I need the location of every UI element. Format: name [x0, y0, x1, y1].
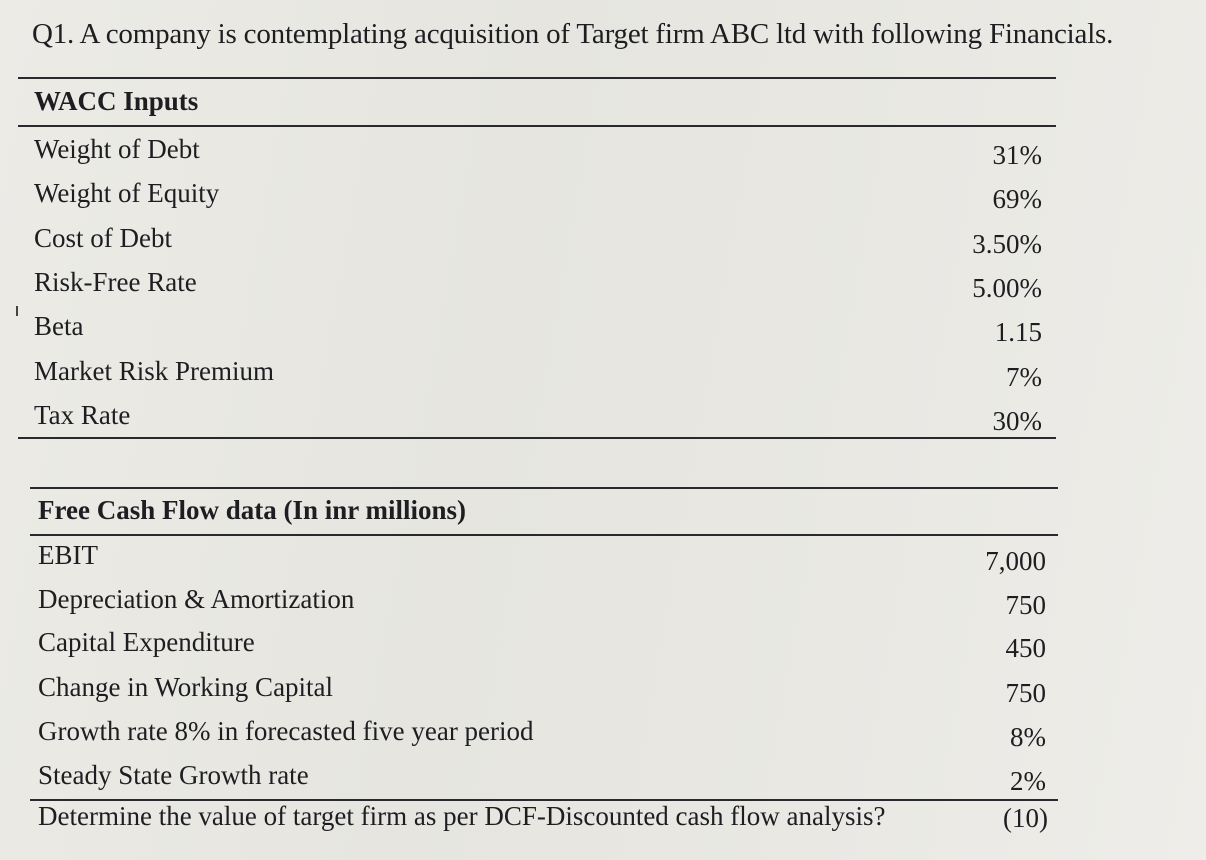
wacc-header-rule	[18, 125, 1056, 127]
wacc-row-weight-of-equity	[34, 178, 1042, 218]
row-value: 1.15	[994, 317, 1042, 347]
row-value: 7,000	[985, 546, 1046, 576]
wacc-row-weight-of-debt	[34, 134, 1042, 174]
row-label: Change in Working Capital	[38, 672, 334, 702]
row-value: 2%	[1010, 766, 1046, 796]
task-text: Determine the value of target firm as per DCF-Discounted cash flow analysis?	[38, 801, 886, 831]
row-value: 750	[1005, 590, 1046, 620]
wacc-row-risk-free-rate	[34, 267, 1042, 307]
fcf-row-ebit	[38, 540, 1046, 580]
row-label: Weight of Equity	[34, 178, 220, 208]
fcf-row-capex	[38, 627, 1046, 667]
row-label: Beta	[34, 311, 84, 341]
margin-tick-mark	[16, 306, 18, 316]
fcf-title: Free Cash Flow data (In inr millions)	[38, 495, 467, 525]
task-row	[38, 801, 1048, 841]
fcf-top-rule	[30, 487, 1058, 489]
wacc-title: WACC Inputs	[34, 86, 199, 116]
row-value: 3.50%	[972, 229, 1042, 259]
wacc-bottom-rule	[18, 437, 1056, 439]
fcf-header-rule	[30, 534, 1058, 536]
row-label: Steady State Growth rate	[38, 760, 309, 790]
fcf-row-working-capital	[38, 672, 1046, 712]
row-value: 69%	[992, 184, 1042, 214]
fcf-row-depreciation	[38, 584, 1046, 624]
row-label: Cost of Debt	[34, 223, 172, 253]
fcf-row-growth-rate	[38, 716, 1046, 756]
row-label: EBIT	[38, 540, 98, 570]
task-marks: (10)	[1003, 803, 1048, 833]
wacc-top-rule	[18, 77, 1056, 79]
row-label: Tax Rate	[34, 400, 131, 430]
row-label: Weight of Debt	[34, 134, 200, 164]
wacc-row-beta	[34, 311, 1042, 351]
row-label: Risk-Free Rate	[34, 267, 197, 297]
question-text: Q1. A company is contemplating acquisition of Target firm ABC ltd with following Financials.	[32, 18, 1114, 50]
row-value: 750	[1005, 678, 1046, 708]
wacc-row-tax-rate	[34, 400, 1042, 440]
row-value: 30%	[992, 406, 1042, 436]
row-label: Growth rate 8% in forecasted five year period	[38, 716, 534, 746]
row-label: Capital Expenditure	[38, 627, 255, 657]
row-value: 7%	[1006, 362, 1042, 392]
row-value: 31%	[992, 140, 1042, 170]
wacc-row-market-risk-premium	[34, 356, 1042, 396]
fcf-row-steady-growth	[38, 760, 1046, 800]
row-label: Market Risk Premium	[34, 356, 274, 386]
row-value: 8%	[1010, 722, 1046, 752]
row-value: 450	[1005, 633, 1046, 663]
wacc-row-cost-of-debt	[34, 223, 1042, 263]
row-label: Depreciation & Amortization	[38, 584, 355, 614]
row-value: 5.00%	[972, 273, 1042, 303]
